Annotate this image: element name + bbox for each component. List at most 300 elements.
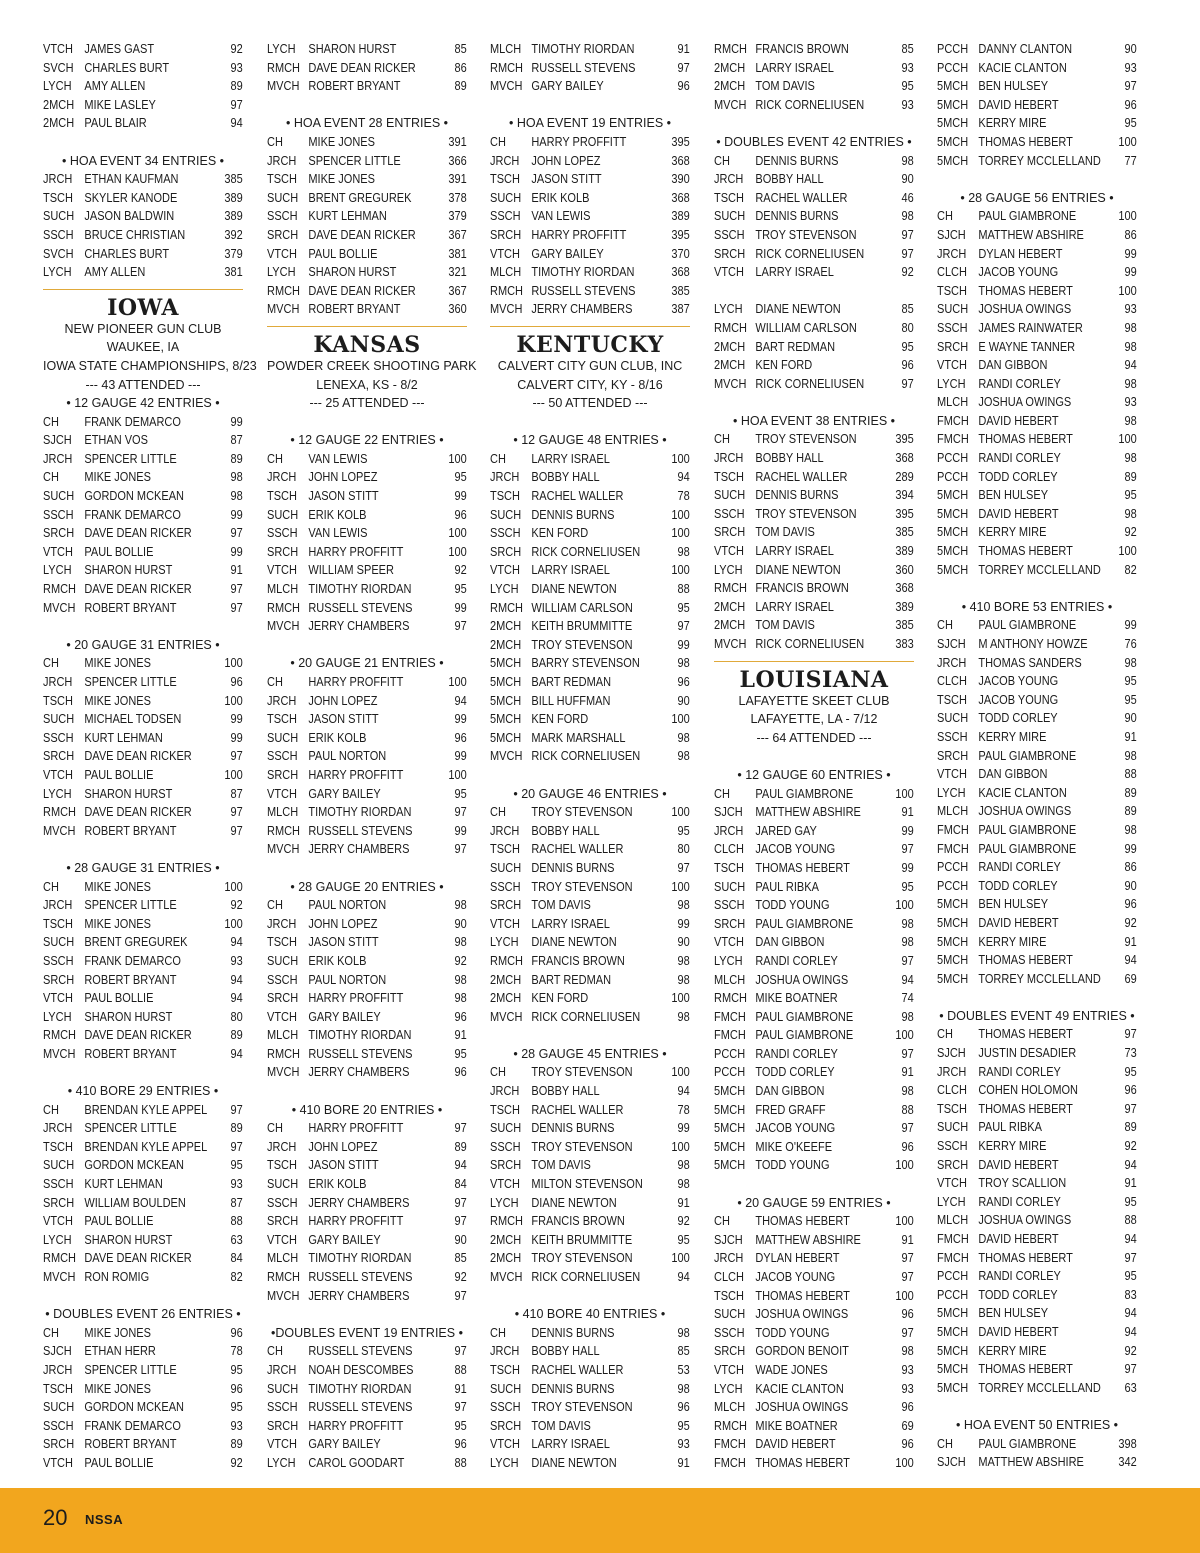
- section-divider: [714, 661, 914, 662]
- score: 395: [671, 134, 690, 149]
- score: 88: [677, 582, 690, 597]
- result-row: [43, 245, 243, 264]
- class-code: SRCH: [43, 972, 75, 987]
- score: 97: [454, 1214, 467, 1229]
- shooter-name: JACOB YOUNG: [978, 692, 1059, 707]
- shooter-name: PAUL GIAMBRONE: [978, 748, 1077, 763]
- result-row: [714, 542, 914, 561]
- score: 96: [1124, 1083, 1137, 1098]
- result-row: [490, 896, 690, 915]
- result-row: [937, 1211, 1137, 1230]
- shooter-name: DAVE DEAN RICKER: [84, 582, 192, 597]
- class-code: MVCH: [267, 79, 300, 94]
- result-row: [490, 840, 690, 859]
- result-row: [937, 1137, 1137, 1156]
- score: 98: [677, 1381, 690, 1396]
- class-code: VTCH: [267, 563, 297, 578]
- shooter-name: VAN LEWIS: [308, 451, 368, 466]
- score: 360: [448, 302, 467, 317]
- shooter-name: PAUL BOLLIE: [84, 1214, 154, 1229]
- blank-line: [43, 133, 243, 152]
- shooter-name: LARRY ISRAEL: [755, 265, 834, 280]
- result-row: [714, 1268, 914, 1287]
- class-code: MVCH: [267, 1065, 300, 1080]
- shooter-name: LARRY ISRAEL: [755, 60, 834, 75]
- result-row: [937, 970, 1137, 989]
- shooter-name: MATTHEW ABSHIRE: [755, 1232, 861, 1247]
- result-row: [267, 766, 467, 785]
- shoot-info: LENEXA, KS - 8/2: [316, 377, 418, 392]
- result-row: [43, 580, 243, 599]
- result-row: [714, 1082, 914, 1101]
- result-row: [43, 1212, 243, 1231]
- shooter-name: THOMAS SANDERS: [978, 655, 1082, 670]
- class-code: SUCH: [714, 488, 746, 503]
- shooter-name: GARY BAILEY: [531, 246, 604, 261]
- result-row: [937, 1342, 1137, 1361]
- class-code: 5MCH: [714, 1139, 746, 1154]
- blank-line: [714, 1175, 914, 1194]
- shooter-name: AMY ALLEN: [84, 265, 146, 280]
- result-row: [267, 729, 467, 748]
- score: 98: [901, 153, 914, 168]
- shooter-name: KERRY MIRE: [978, 1139, 1047, 1154]
- result-row: [490, 1398, 690, 1417]
- score: 92: [1124, 1139, 1137, 1154]
- result-row: [937, 263, 1137, 282]
- shooter-name: MIKE JONES: [308, 172, 375, 187]
- shooter-name: MATTHEW ABSHIRE: [978, 1455, 1084, 1470]
- score: 100: [224, 916, 243, 931]
- shooter-name: THOMAS HEBERT: [755, 1455, 850, 1470]
- score: 95: [901, 879, 914, 894]
- score: 97: [677, 619, 690, 634]
- score: 97: [454, 842, 467, 857]
- shooter-name: HARRY PROFFITT: [308, 544, 404, 559]
- score: 96: [901, 1437, 914, 1452]
- result-row: [714, 1026, 914, 1045]
- shooter-name: DAVE DEAN RICKER: [84, 1251, 192, 1266]
- shooter-name: BART REDMAN: [531, 972, 612, 987]
- score: 100: [895, 1158, 914, 1173]
- score: 98: [677, 656, 690, 671]
- shooter-name: TOM DAVIS: [755, 79, 815, 94]
- class-code: MVCH: [714, 637, 747, 651]
- class-code: MLCH: [937, 804, 969, 819]
- result-row: [43, 1398, 243, 1417]
- result-row: [937, 840, 1137, 859]
- score: 97: [901, 1325, 914, 1340]
- result-row: [267, 506, 467, 525]
- result-row: [267, 1435, 467, 1454]
- result-row: [490, 506, 690, 525]
- score: 97: [901, 1121, 914, 1136]
- score: 98: [677, 749, 690, 764]
- class-code: SSCH: [267, 209, 298, 224]
- score: 98: [454, 898, 467, 913]
- class-code: 5MCH: [714, 1102, 746, 1117]
- score: 99: [901, 823, 914, 838]
- class-code: TSCH: [490, 1362, 520, 1377]
- shooter-name: BART REDMAN: [531, 675, 612, 689]
- shooter-name: RICK CORNELIUSEN: [531, 544, 641, 559]
- class-code: SSCH: [714, 898, 745, 913]
- score: 96: [1124, 97, 1137, 112]
- result-row: [43, 692, 243, 711]
- class-code: JRCH: [937, 655, 967, 670]
- class-code: JRCH: [714, 172, 744, 187]
- score: 98: [677, 544, 690, 559]
- result-row: [43, 487, 243, 506]
- result-row: [714, 1342, 914, 1361]
- score: 100: [671, 991, 690, 1006]
- shooter-name: TODD YOUNG: [755, 1325, 830, 1340]
- shooter-name: TODD CORLEY: [755, 1065, 835, 1080]
- result-row: [714, 1045, 914, 1064]
- shoot-info: --- 25 ATTENDED ---: [309, 396, 425, 411]
- score: 94: [901, 972, 914, 987]
- shooter-name: THOMAS HEBERT: [978, 134, 1073, 149]
- result-row: [43, 543, 243, 562]
- result-row: [43, 77, 243, 96]
- shooter-name: ETHAN VOS: [84, 433, 148, 448]
- score: 99: [454, 600, 467, 615]
- shooter-name: THOMAS HEBERT: [978, 1250, 1073, 1265]
- shooter-name: HARRY PROFFITT: [308, 1121, 404, 1136]
- result-row: [490, 263, 690, 282]
- result-row: [267, 1063, 467, 1082]
- shooter-name: SPENCER LITTLE: [84, 1121, 177, 1136]
- class-code: SRCH: [490, 1158, 522, 1173]
- class-code: CH: [43, 656, 59, 671]
- shooter-name: JOHN LOPEZ: [308, 916, 378, 931]
- shooter-name: TIMOTHY RIORDAN: [308, 1251, 412, 1266]
- class-code: SUCH: [937, 1120, 969, 1135]
- score: 82: [230, 1270, 243, 1284]
- result-row: [43, 952, 243, 971]
- score: 98: [230, 489, 243, 504]
- shooter-name: JACOB YOUNG: [978, 265, 1059, 280]
- score: 95: [1124, 116, 1137, 131]
- shooter-name: JOSHUA OWINGS: [978, 1213, 1072, 1228]
- result-row: [937, 40, 1137, 59]
- state-heading: KENTUCKY: [516, 331, 664, 358]
- shooter-name: BRENT GREGUREK: [308, 190, 412, 205]
- score: 90: [454, 1232, 467, 1247]
- score: 95: [1124, 488, 1137, 503]
- score: 93: [901, 97, 914, 112]
- result-row: [490, 1249, 690, 1268]
- score: 94: [230, 116, 243, 131]
- class-code: MVCH: [490, 79, 523, 94]
- result-row: [937, 486, 1137, 505]
- class-code: SSCH: [714, 227, 745, 242]
- class-code: JRCH: [267, 693, 297, 708]
- result-row: [714, 915, 914, 934]
- shooter-name: JAMES GAST: [84, 42, 155, 56]
- blank-line: [714, 114, 914, 133]
- class-code: MVCH: [490, 1270, 523, 1284]
- shooter-name: TORREY MCCLELLAND: [978, 153, 1101, 168]
- result-row: [490, 599, 690, 618]
- shoot-info: CALVERT CITY GUN CLUB, INC: [497, 358, 683, 373]
- score: 100: [448, 544, 467, 559]
- class-code: MVCH: [43, 823, 76, 838]
- result-row: [267, 300, 467, 319]
- class-code: SUCH: [267, 1381, 299, 1396]
- score: 97: [230, 805, 243, 820]
- shooter-name: DAVID HEBERT: [755, 1437, 836, 1452]
- blank-line: [714, 747, 914, 766]
- shooter-name: DAVID HEBERT: [978, 1232, 1059, 1246]
- result-row: [714, 971, 914, 990]
- result-row: [937, 1118, 1137, 1137]
- shooter-name: SHARON HURST: [84, 786, 173, 801]
- shooter-name: KERRY MIRE: [978, 1343, 1047, 1358]
- class-code: RMCH: [490, 953, 523, 968]
- class-code: VTCH: [43, 767, 73, 782]
- result-row: [267, 673, 467, 692]
- class-code: SSCH: [490, 879, 521, 894]
- class-code: MVCH: [43, 600, 76, 615]
- shooter-name: BEN HULSEY: [978, 1306, 1049, 1321]
- class-code: VTCH: [937, 767, 967, 782]
- shooter-name: RON ROMIG: [84, 1270, 150, 1284]
- shooter-name: MATTHEW ABSHIRE: [755, 805, 861, 820]
- class-code: FMCH: [937, 1250, 969, 1265]
- class-code: PCCH: [937, 469, 969, 484]
- result-row: [937, 319, 1137, 338]
- score: 98: [1124, 748, 1137, 763]
- shooter-name: JACOB YOUNG: [755, 1121, 836, 1136]
- shooter-name: ERIK KOLB: [308, 953, 367, 968]
- score: 80: [677, 842, 690, 857]
- shooter-name: JOSHUA OWINGS: [978, 395, 1072, 410]
- score: 89: [230, 1121, 243, 1136]
- class-code: SRCH: [937, 748, 969, 763]
- class-code: 5MCH: [490, 675, 522, 689]
- class-code: 5MCH: [937, 544, 969, 559]
- class-code: FMCH: [714, 1455, 746, 1470]
- result-row: [490, 1435, 690, 1454]
- result-row: [714, 1008, 914, 1027]
- class-code: VTCH: [43, 991, 73, 1006]
- shooter-name: TORREY MCCLELLAND: [978, 1380, 1101, 1395]
- result-row: [43, 803, 243, 822]
- shooter-name: TIMOTHY RIORDAN: [308, 805, 412, 820]
- result-row: [937, 933, 1137, 952]
- blank-line: [937, 1397, 1137, 1416]
- class-code: SSCH: [267, 972, 298, 987]
- score: 93: [901, 60, 914, 75]
- score: 99: [454, 749, 467, 764]
- result-row: [43, 878, 243, 897]
- score: 97: [454, 805, 467, 820]
- result-row: [937, 1193, 1137, 1212]
- score: 78: [677, 489, 690, 504]
- score: 100: [448, 767, 467, 782]
- class-code: VTCH: [714, 544, 744, 559]
- state-heading: LOUISIANA: [739, 666, 889, 693]
- shooter-name: ROBERT BRYANT: [84, 823, 177, 838]
- class-code: JRCH: [937, 246, 967, 261]
- shooter-name: TROY STEVENSON: [755, 227, 857, 242]
- blank-line: [490, 413, 690, 432]
- score: 97: [677, 860, 690, 875]
- score: 98: [677, 898, 690, 913]
- score: 98: [901, 209, 914, 224]
- shooter-name: TODD CORLEY: [978, 711, 1058, 726]
- score: 94: [1124, 1232, 1137, 1246]
- score: 98: [677, 730, 690, 745]
- shooter-name: DYLAN HEBERT: [978, 246, 1063, 261]
- shooter-name: DENNIS BURNS: [755, 153, 839, 168]
- result-row: [937, 282, 1137, 301]
- event-heading: • 20 GAUGE 46 ENTRIES •: [513, 786, 667, 801]
- shooter-name: THOMAS HEBERT: [978, 953, 1073, 968]
- shooter-name: DAVE DEAN RICKER: [308, 60, 416, 75]
- class-code: SSCH: [490, 526, 521, 541]
- shoot-info: --- 64 ATTENDED ---: [756, 730, 872, 745]
- shooter-name: JOHN LOPEZ: [308, 1139, 378, 1154]
- result-row: [937, 1323, 1137, 1342]
- score: 91: [454, 1381, 467, 1396]
- result-row: [714, 263, 914, 282]
- score: 97: [901, 953, 914, 968]
- class-code: RMCH: [43, 1251, 76, 1266]
- result-row: [267, 1212, 467, 1231]
- blank-line: [267, 413, 467, 432]
- score: 97: [230, 749, 243, 764]
- shooter-name: KEN FORD: [755, 358, 813, 373]
- class-code: CLCH: [937, 674, 967, 689]
- result-row: [490, 1194, 690, 1213]
- result-row: [714, 486, 914, 505]
- class-code: CH: [490, 1065, 506, 1080]
- result-row: [267, 524, 467, 543]
- result-row: [490, 747, 690, 766]
- score: 387: [671, 302, 690, 317]
- score: 389: [224, 190, 243, 205]
- score: 86: [1124, 860, 1137, 875]
- score: 368: [895, 581, 914, 596]
- result-row: [43, 1268, 243, 1287]
- result-row: [490, 1063, 690, 1082]
- shooter-name: RICK CORNELIUSEN: [755, 376, 865, 391]
- class-code: VTCH: [714, 265, 744, 280]
- result-row: [267, 1454, 467, 1473]
- class-code: SSCH: [937, 729, 968, 744]
- result-row: [937, 1063, 1137, 1082]
- blank-line: [490, 766, 690, 785]
- score: 97: [901, 227, 914, 242]
- class-code: 5MCH: [490, 693, 522, 708]
- shooter-name: TROY STEVENSON: [755, 506, 857, 521]
- shooter-name: FRED GRAFF: [755, 1102, 826, 1117]
- shooter-name: RANDI CORLEY: [978, 451, 1061, 466]
- score: 368: [671, 265, 690, 280]
- class-code: CH: [490, 134, 506, 149]
- score: 95: [1124, 692, 1137, 707]
- class-code: PCCH: [937, 1269, 969, 1284]
- class-code: 5MCH: [937, 525, 969, 540]
- result-row: [267, 1287, 467, 1306]
- shooter-name: BEN HULSEY: [978, 897, 1049, 912]
- class-code: 5MCH: [937, 1306, 969, 1321]
- result-row: [714, 635, 914, 654]
- result-row: [937, 1249, 1137, 1268]
- result-row: [714, 430, 914, 449]
- result-row: [937, 1230, 1137, 1249]
- class-code: JRCH: [490, 1084, 520, 1099]
- score: 99: [901, 860, 914, 875]
- score: 84: [230, 1251, 243, 1266]
- shooter-name: MIKE LASLEY: [84, 97, 156, 112]
- class-code: CH: [43, 1325, 59, 1340]
- blank-line: [714, 393, 914, 412]
- result-row: [490, 59, 690, 78]
- class-code: VTCH: [937, 358, 967, 373]
- score: 98: [1124, 822, 1137, 837]
- shooter-name: SHARON HURST: [84, 1009, 173, 1024]
- result-row: [267, 599, 467, 618]
- shooter-name: BOBBY HALL: [531, 823, 600, 838]
- score: 89: [454, 1139, 467, 1154]
- score: 93: [901, 1381, 914, 1396]
- class-code: VTCH: [43, 1455, 73, 1470]
- result-row: [490, 487, 690, 506]
- result-row: [490, 1231, 690, 1250]
- event-heading: • 20 GAUGE 59 ENTRIES •: [737, 1195, 891, 1210]
- class-code: FMCH: [937, 1232, 969, 1246]
- shooter-name: DAVID HEBERT: [978, 1324, 1059, 1339]
- shooter-name: DAVID HEBERT: [978, 915, 1059, 930]
- class-code: SJCH: [714, 1232, 743, 1247]
- score: 385: [224, 172, 243, 187]
- class-code: JRCH: [714, 451, 744, 466]
- shooter-name: DAVE DEAN RICKER: [308, 283, 416, 298]
- class-code: SUCH: [490, 190, 522, 205]
- shooter-name: BART REDMAN: [755, 339, 836, 354]
- result-row: [490, 468, 690, 487]
- result-row: [937, 821, 1137, 840]
- shooter-name: E WAYNE TANNER: [978, 339, 1076, 354]
- result-row: [937, 877, 1137, 896]
- shooter-name: TIMOTHY RIORDAN: [531, 42, 635, 56]
- shooter-name: DENNIS BURNS: [531, 1325, 615, 1340]
- class-code: PCCH: [937, 42, 969, 56]
- shooter-name: SPENCER LITTLE: [84, 675, 177, 689]
- result-row: [714, 300, 914, 319]
- result-row: [267, 822, 467, 841]
- score: 80: [230, 1009, 243, 1024]
- shooter-name: GORDON MCKEAN: [84, 1158, 184, 1173]
- shooter-name: SKYLER KANODE: [84, 190, 178, 205]
- class-code: SUCH: [267, 730, 299, 745]
- class-code: SUCH: [267, 507, 299, 522]
- score: 367: [448, 283, 467, 298]
- result-row: [490, 803, 690, 822]
- score: 99: [230, 544, 243, 559]
- score: 94: [1124, 1157, 1137, 1172]
- class-code: LYCH: [937, 1194, 966, 1209]
- class-code: TSCH: [267, 1158, 297, 1173]
- result-row: [937, 1304, 1137, 1323]
- class-code: CLCH: [937, 1083, 967, 1098]
- class-code: MLCH: [937, 395, 969, 410]
- result-row: [937, 523, 1137, 542]
- class-code: SUCH: [267, 953, 299, 968]
